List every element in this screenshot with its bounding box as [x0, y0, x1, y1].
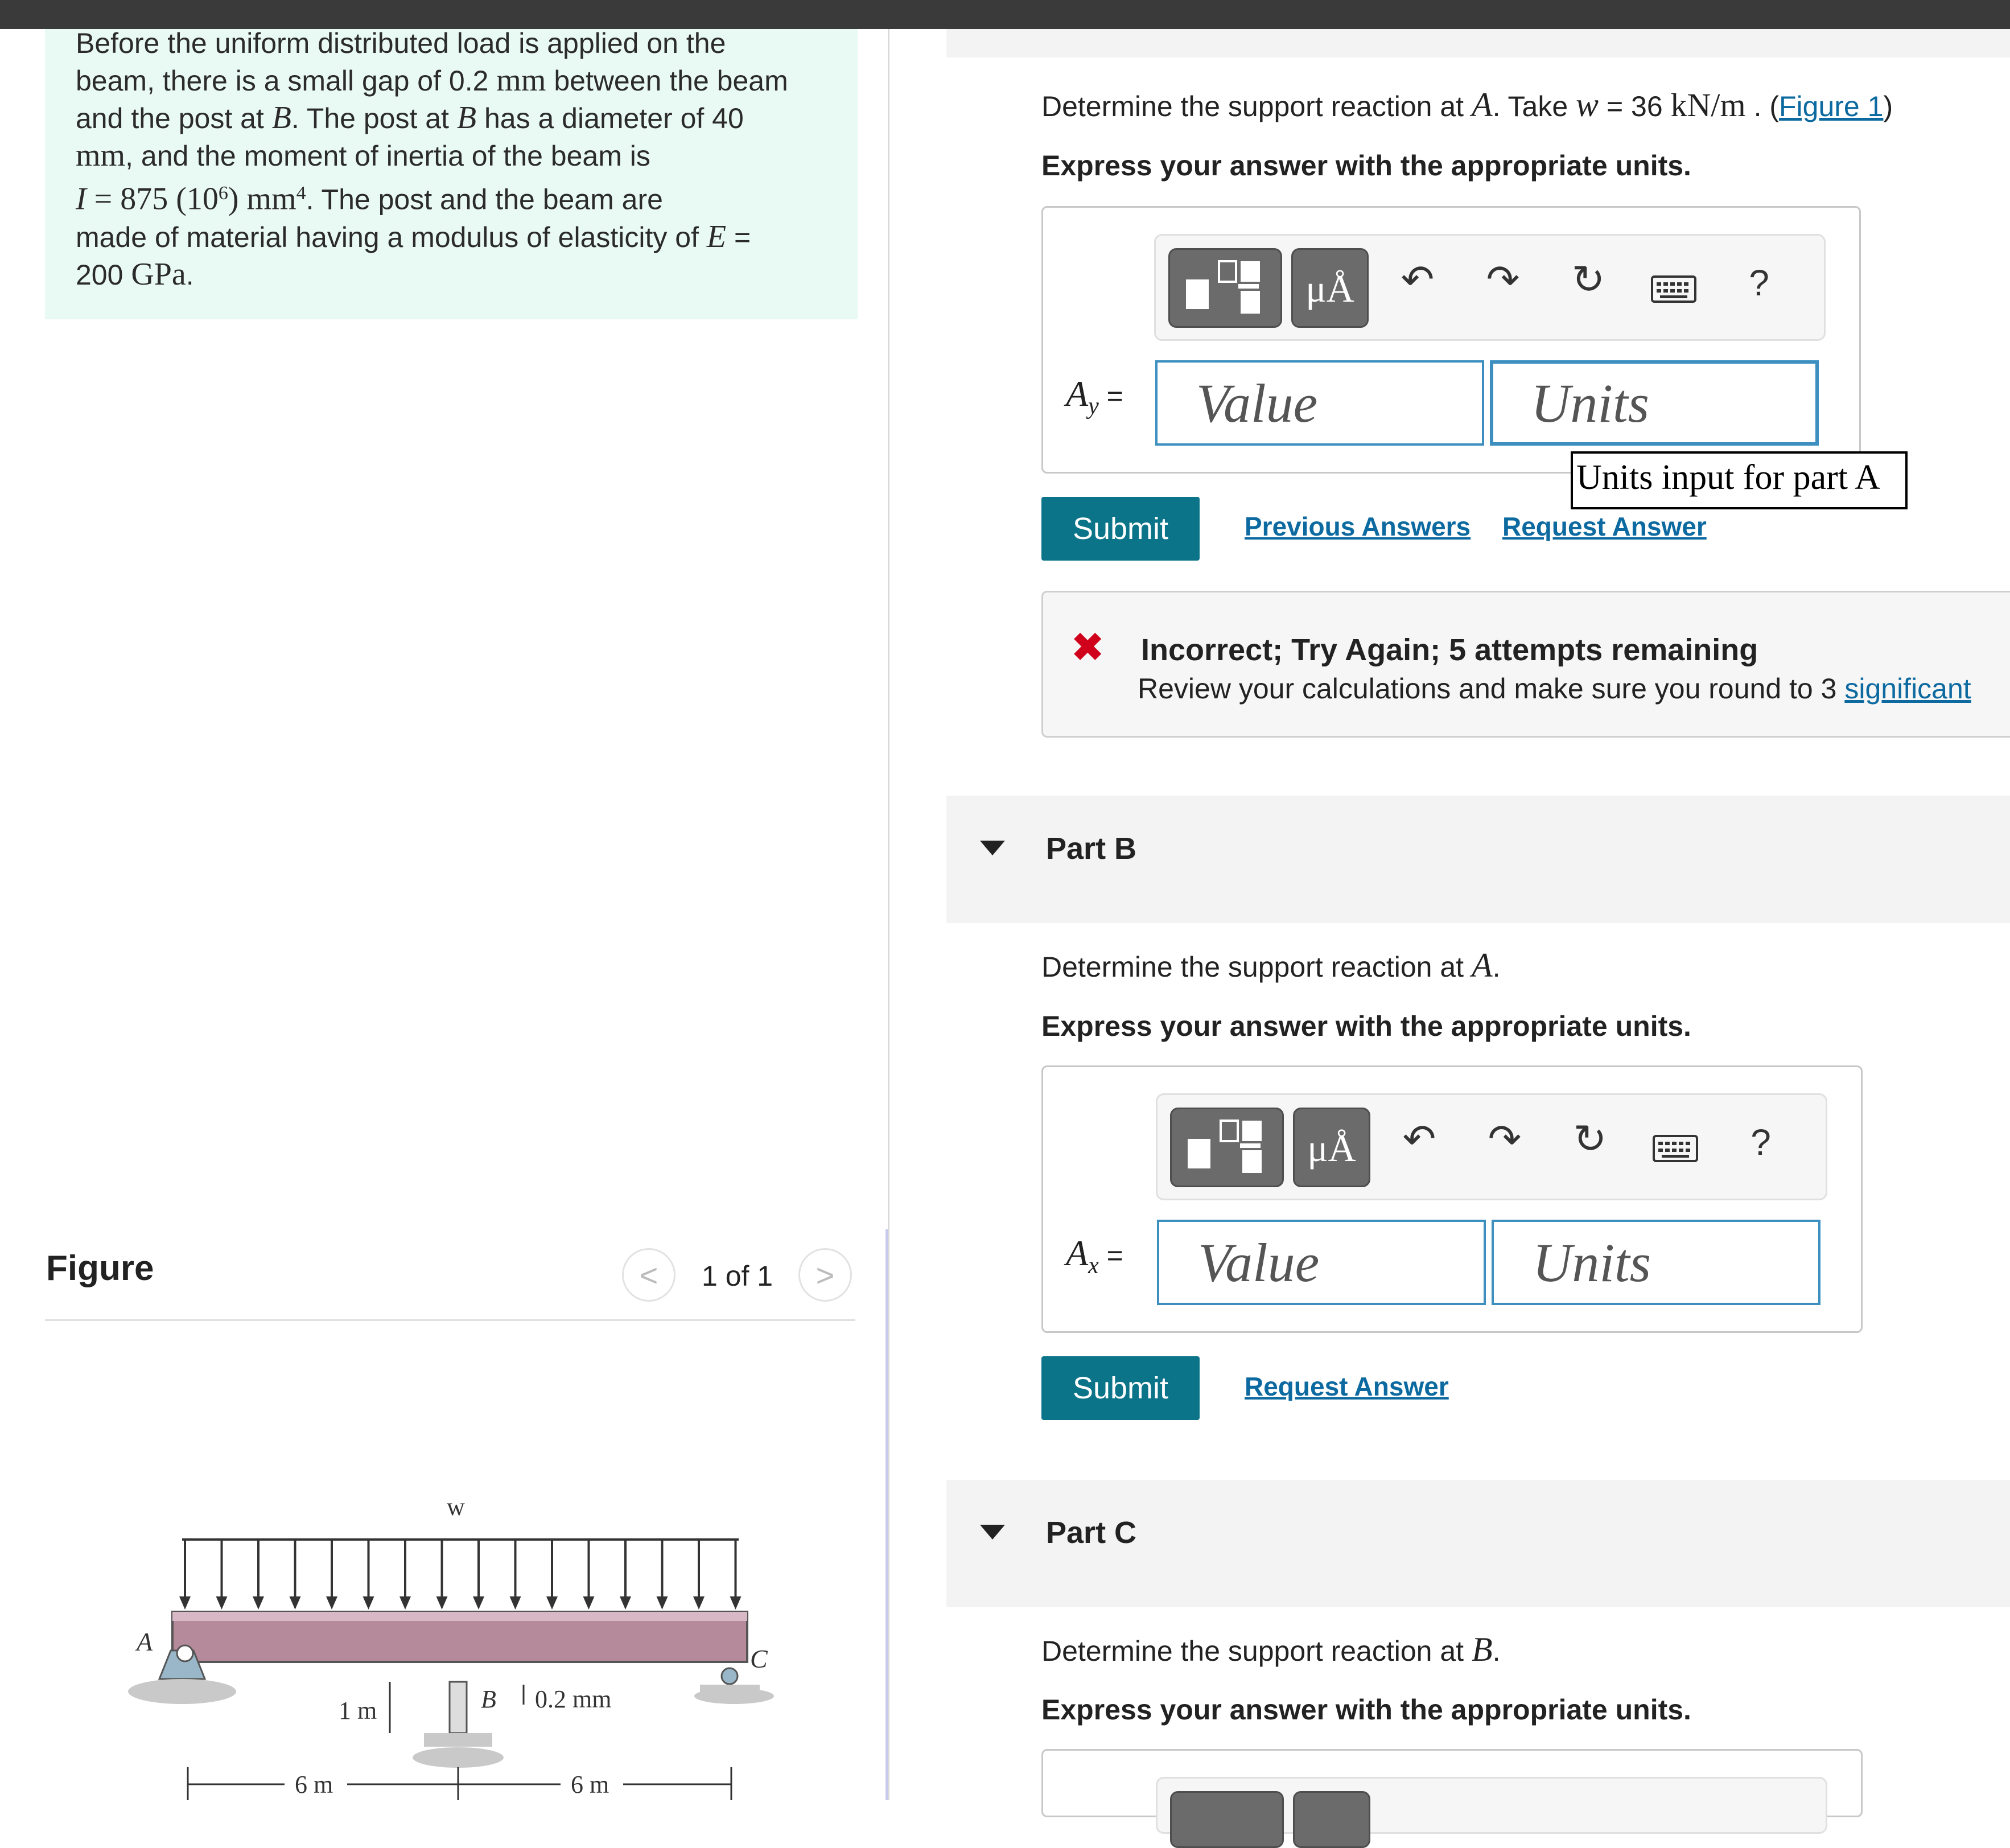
- question-text: . (: [1745, 90, 1779, 122]
- math-var: E: [706, 219, 727, 254]
- equals-sign: =: [1098, 1240, 1123, 1271]
- math-subscript: x: [1088, 1252, 1099, 1279]
- problem-line: beam, there is a small gap of 0.2: [76, 65, 497, 97]
- math-var: B: [271, 100, 291, 135]
- submit-button[interactable]: Submit: [1041, 1356, 1200, 1420]
- part-c-header[interactable]: [946, 1480, 2010, 1607]
- gap-label: 0.2 mm: [535, 1685, 612, 1713]
- post-height-label: 1 m: [339, 1697, 377, 1724]
- load-arrow-head: [693, 1596, 705, 1610]
- problem-line: and the post at: [76, 102, 272, 134]
- question-text: .: [1492, 951, 1501, 983]
- math-unit: kN/m: [1670, 87, 1746, 124]
- ground-C: [694, 1688, 774, 1704]
- part-b-answer-label: [1066, 1232, 1123, 1279]
- problem-line: 200: [76, 258, 131, 291]
- math-exponent: 6: [218, 183, 228, 204]
- request-answer-link[interactable]: Request Answer: [1245, 1372, 1449, 1401]
- redo-icon[interactable]: ↷: [1488, 1117, 1522, 1161]
- templates-button[interactable]: [1168, 248, 1282, 328]
- question-text: . Take: [1492, 90, 1576, 122]
- chevron-right-icon: >: [815, 1257, 835, 1293]
- math-var: B: [456, 100, 477, 135]
- question-text: Determine the support reaction at: [1041, 951, 1472, 983]
- label-B: B: [481, 1685, 496, 1713]
- span-right-label: 6 m: [571, 1771, 609, 1798]
- redo-icon[interactable]: ↷: [1486, 257, 1520, 302]
- question-text: Determine the support reaction at: [1041, 90, 1472, 122]
- math-toolbar: [1154, 234, 1826, 341]
- ground-B: [413, 1747, 504, 1768]
- math-expr: ) mm: [228, 181, 296, 217]
- load-arrow-head: [546, 1596, 558, 1610]
- value-placeholder: Value: [1198, 1232, 1320, 1293]
- beam-diagram: [114, 1480, 797, 1800]
- templates-icon: [1172, 1109, 1282, 1186]
- load-arrow-head: [657, 1596, 668, 1610]
- incorrect-icon: ✖: [1070, 625, 1105, 670]
- submit-button[interactable]: Submit: [1041, 497, 1200, 561]
- part-c-question: [1041, 1630, 1501, 1669]
- feedback-message: Review your calculations and make sure you round to 3: [1138, 673, 1845, 705]
- load-arrow-head: [510, 1596, 521, 1610]
- problem-line: Before the uniform distributed load is applied on the: [76, 27, 726, 59]
- part-a-answer-box: [1041, 206, 1861, 474]
- math-toolbar: [1156, 1777, 1827, 1834]
- collapse-triangle-icon: [980, 1525, 1005, 1540]
- post-base: [424, 1733, 492, 1747]
- value-input[interactable]: [1157, 1220, 1486, 1305]
- load-arrow-head: [216, 1596, 228, 1610]
- keyboard-icon[interactable]: [1651, 275, 1696, 307]
- units-input[interactable]: [1490, 360, 1819, 446]
- collapse-triangle-icon: [980, 841, 1005, 855]
- load-arrow-head: [436, 1596, 448, 1610]
- part-a-answer-label: [1066, 373, 1123, 420]
- feedback-text: [1138, 672, 1971, 705]
- panel-resize-handle[interactable]: [885, 1229, 888, 1800]
- question-text: = 36: [1599, 90, 1671, 122]
- roller-C: [722, 1668, 738, 1684]
- units-tooltip: Units input for part A: [1571, 451, 1908, 509]
- math-subscript: y: [1088, 393, 1099, 419]
- request-answer-link[interactable]: Request Answer: [1502, 512, 1707, 541]
- reset-icon[interactable]: ↻: [1573, 1117, 1607, 1161]
- problem-statement: [76, 25, 850, 294]
- part-b-answer-box: [1041, 1065, 1863, 1333]
- math-var: A: [1471, 86, 1493, 124]
- problem-line: . The post and the beam are: [306, 183, 663, 216]
- question-text: ): [1883, 90, 1893, 122]
- help-icon[interactable]: ?: [1749, 262, 1769, 303]
- math-var: B: [1471, 1631, 1493, 1668]
- figure-heading: Figure: [46, 1249, 154, 1288]
- part-c-answer-box: [1041, 1749, 1863, 1817]
- previous-answers-link[interactable]: Previous Answers: [1245, 512, 1471, 541]
- units-button[interactable]: μÅ: [1293, 1108, 1370, 1187]
- figure-link[interactable]: Figure 1: [1779, 90, 1884, 122]
- load-arrow-head: [290, 1596, 301, 1610]
- help-icon[interactable]: ?: [1750, 1122, 1771, 1163]
- part-b-question: [1041, 946, 1501, 985]
- math-var: I: [76, 181, 87, 217]
- value-input[interactable]: [1155, 360, 1484, 446]
- units-button[interactable]: μÅ: [1291, 248, 1369, 328]
- units-input[interactable]: [1492, 1220, 1820, 1305]
- problem-line: , and the moment of inertia of the beam is: [125, 140, 650, 172]
- post-B: [450, 1682, 467, 1733]
- math-toolbar: [1156, 1093, 1827, 1200]
- panel-divider: [888, 29, 889, 1800]
- templates-button[interactable]: [1170, 1791, 1284, 1848]
- label-C: C: [750, 1644, 768, 1673]
- problem-line: between the beam: [546, 65, 788, 97]
- math-exponent: 4: [296, 183, 306, 204]
- part-b-title: Part B: [1046, 832, 1137, 866]
- ground-A: [128, 1679, 236, 1704]
- part-a-question: [1041, 85, 1893, 125]
- undo-icon[interactable]: ↶: [1402, 1117, 1436, 1161]
- load-arrows: [179, 1540, 742, 1610]
- question-text: Determine the support reaction at: [1041, 1635, 1472, 1667]
- question-text: .: [1492, 1635, 1501, 1667]
- problem-line: =: [726, 221, 751, 253]
- feedback-title: Incorrect; Try Again; 5 attempts remaining: [1141, 633, 1758, 667]
- part-c-title: Part C: [1046, 1516, 1137, 1550]
- figure-pager: 1 of 1: [702, 1260, 773, 1292]
- load-arrow-head: [363, 1596, 374, 1610]
- part-c-instruction: Express your answer with the appropriate units.: [1041, 1694, 1691, 1726]
- keyboard-icon[interactable]: [1653, 1135, 1698, 1166]
- figure-prev-button[interactable]: [622, 1248, 676, 1302]
- load-arrow-head: [179, 1596, 191, 1610]
- load-arrow-head: [730, 1596, 742, 1610]
- load-arrow-head: [399, 1596, 411, 1610]
- load-arrow-head: [473, 1596, 484, 1610]
- math-unit: GPa: [131, 256, 186, 292]
- beam-highlight: [172, 1612, 747, 1621]
- units-placeholder: Units: [1533, 1232, 1651, 1293]
- problem-line: .: [186, 258, 194, 291]
- math-var: A: [1066, 1233, 1089, 1273]
- math-var: A: [1471, 946, 1493, 984]
- math-var: w: [1576, 86, 1599, 124]
- part-b-instruction: Express your answer with the appropriate units.: [1041, 1010, 1691, 1042]
- part-a-header-band: [946, 29, 2010, 57]
- label-A: A: [137, 1627, 153, 1656]
- pin-A: [177, 1645, 193, 1661]
- load-arrow-head: [620, 1596, 631, 1610]
- load-arrow-head: [326, 1596, 337, 1610]
- value-placeholder: Value: [1196, 373, 1318, 434]
- math-unit: mm: [76, 138, 126, 173]
- units-button[interactable]: [1293, 1791, 1370, 1848]
- figure-next-button[interactable]: [798, 1248, 852, 1302]
- load-arrow-head: [253, 1596, 264, 1610]
- load-label: w: [447, 1493, 465, 1521]
- math-expr: = 875 (10: [86, 181, 219, 217]
- reset-icon[interactable]: ↻: [1571, 257, 1605, 302]
- math-unit: mm: [496, 63, 546, 98]
- chevron-left-icon: <: [639, 1257, 658, 1293]
- problem-line: has a diameter of 40: [476, 102, 744, 134]
- undo-icon[interactable]: ↶: [1401, 257, 1435, 302]
- problem-line: . The post at: [291, 102, 457, 134]
- significant-figures-link[interactable]: significant: [1844, 673, 1971, 705]
- templates-button[interactable]: [1170, 1108, 1284, 1187]
- templates-icon: [1170, 250, 1280, 326]
- part-a-instruction: Express your answer with the appropriate units.: [1041, 150, 1691, 182]
- feedback-box: [1041, 591, 2010, 738]
- figure-divider: [45, 1319, 855, 1321]
- math-var: A: [1066, 373, 1089, 414]
- units-placeholder: Units: [1531, 373, 1650, 434]
- span-left-label: 6 m: [295, 1771, 333, 1798]
- load-arrow-head: [583, 1596, 595, 1610]
- problem-line: made of material having a modulus of elasticity of: [76, 221, 707, 253]
- equals-sign: =: [1098, 380, 1123, 412]
- part-b-header[interactable]: [946, 796, 2010, 923]
